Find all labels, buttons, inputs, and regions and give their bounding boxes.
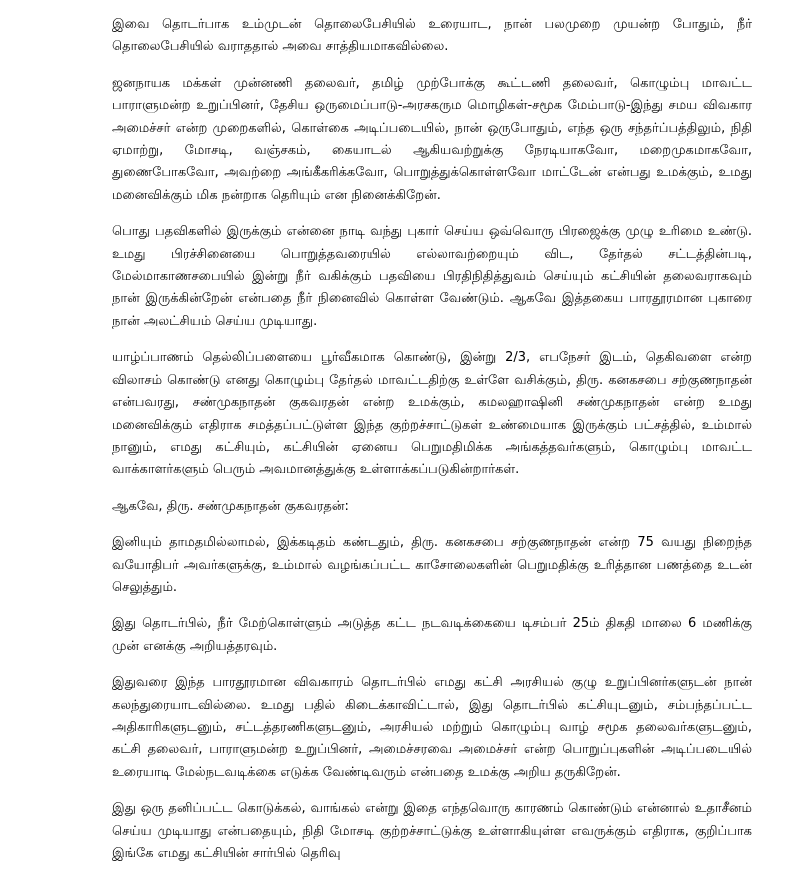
paragraph-9: இது ஒரு தனிப்பட்ட கொடுக்கல், வாங்கல் என்று இதை எந்தவொரு காரணம் கொண்டும் என்னால் உதாசீனம் செய்ய முடியாது என்பதையும், நிதி மோசடி குற்றச்சாட்டுக்கு உள்ளாகியுள்ள எவருக்கும் எதிராக, குறிப்பாக இங்கே எமது கட்சியின் சார்பில் தெரிவு bbox=[112, 801, 752, 861]
paragraph-6: இனியும் தாமதமில்லாமல், இக்கடிதம் கண்டதும், திரு. கனகசபை சற்குணநாதன் என்ற 75 வயது நிறைந்த வயோதிபர் அவர்களுக்கு, உம்மால் வழங்கப்பட்ட காசோலைகளின் பெறுமதிக்கு உரித்தான பணத்தை உடன் செலுத்தும். bbox=[112, 535, 752, 595]
paragraph-4: யாழ்ப்பாணம் தெல்லிப்பளையை பூர்வீகமாக கொண்டு, இன்று 2/3, எபநேசர் இடம், தெகிவளை என்ற விலாசம் கொண்டு எனது கொழும்பு தேர்தல் மாவட்டதிற்கு உள்ளே வசிக்கும், திரு. கனகசபை சற்குணநாதன் என்பவரது, சண்முகநாதன் குகவரதன் என்ற உமக்கும், கமலஹாஷினி சண்முகநாதன் என்ற உமது மனைவிக்கும் எதிராக சமத்தப்பட்டுள்ள இந்த குற்றச்சாட்டுகள் உண்மையாக இருக்கும் பட்சத்தில், உம்மால் நானும், எமது கட்சியும், கட்சியின் ஏனைய பெறுமதிமிக்க அங்கத்தவர்களும், கொழும்பு மாவட்ட வாக்காளர்களும் பெரும் அவமானத்துக்கு உள்ளாக்கப்படுகின்றார்கள். bbox=[112, 350, 752, 478]
letter-body bbox=[112, 14, 752, 865]
paragraph-2: ஜனநாயக மக்கள் முன்னணி தலைவர், தமிழ் முற்போக்கு கூட்டணி தலைவர், கொழும்பு மாவட்ட பாராளுமன்ற உறுப்பினர், தேசிய ஒருமைப்பாடு-அரசகரும மொழிகள்-சமூக மேம்பாடு-இந்து சமய விவகார அமைச்சர் என்ற முறைகளில், கொள்கை அடிப்படையில், நான் ஒருபோதும், எந்த ஒரு சந்தர்ப்பத்திலும், நிதி ஏமாற்று, மோசடி, வஞ்சகம், கையாடல் ஆகியவற்றுக்கு நேரடியாகவோ, மறைமுகமாகவோ, துணைபோகவோ, அவற்றை அங்கீகரிக்கவோ, பொறுத்துக்கொள்ளவோ மாட்டேன் என்பது உமக்கும், உமது மனைவிக்கும் மிக நன்றாக தெரியும் என நினைக்கிறேன். bbox=[112, 75, 753, 203]
paragraph-3: பொது பதவிகளில் இருக்கும் என்னை நாடி வந்து புகார் செய்ய ஒவ்வொரு பிரஜைக்கு முழு உரிமை உண்டு. உமது பிரச்சினையை பொறுத்தவரையில் எல்லாவற்றையும் விட, தேர்தல் சட்டத்தின்படி, மேல்மாகாணசபையில் இன்று நீர் வகிக்கும் பதவியை பிரதிநிதித்துவம் செய்யும் கட்சியின் தலைவராகவும் நான் இருக்கின்றேன் என்பதை நீர் நினைவில் கொள்ள வேண்டும். ஆகவே இத்தகைய பாரதூரமான புகாரை நான் அலட்சியம் செய்ய முடியாது. bbox=[112, 224, 752, 329]
paragraph-8: இதுவரை இந்த பாரதூரமான விவகாரம் தொடர்பில் எமது கட்சி அரசியல் குழு உறுப்பினர்களுடன் நான் கலந்துரையாடவில்லை. உமது பதில் கிடைக்காவிட்டால், இது தொடர்பில் கட்சியுடனும், சம்பந்தப்பட்ட அதிகாரிகளுடனும், சட்டத்தரணிகளுடனும், அரசியல் மற்றும் கொழும்பு வாழ் சமூக தலைவர்களுடனும், கட்சி தலைவர், பாராளுமன்ற உறுப்பினர், அமைச்சரவை அமைச்சர் என்ற பொறுப்புகளின் அடிப்படையில் உரையாடி மேல்நடவடிக்கை எடுக்க வேண்டிவரும் என்பதை உமக்கு அறிய தருகிறேன். bbox=[112, 675, 752, 780]
paragraph-1: இவை தொடர்பாக உம்முடன் தொலைபேசியில் உரையாட, நான் பலமுறை முயன்ற போதும், நீர் தொலைபேசியில் வராததால் அவை சாத்தியமாகவில்லை. bbox=[112, 17, 752, 55]
paragraph-7: இது தொடர்பில், நீர் மேற்கொள்ளும் அடுத்த கட்ட நடவடிக்கையை டிசம்பர் 25ம் திகதி மாலை 6 மணிக்கு முன் எனக்கு அறியத்தரவும். bbox=[112, 616, 752, 654]
paragraph-5: ஆகவே, திரு. சண்முகநாதன் குகவரதன்: bbox=[112, 498, 349, 514]
